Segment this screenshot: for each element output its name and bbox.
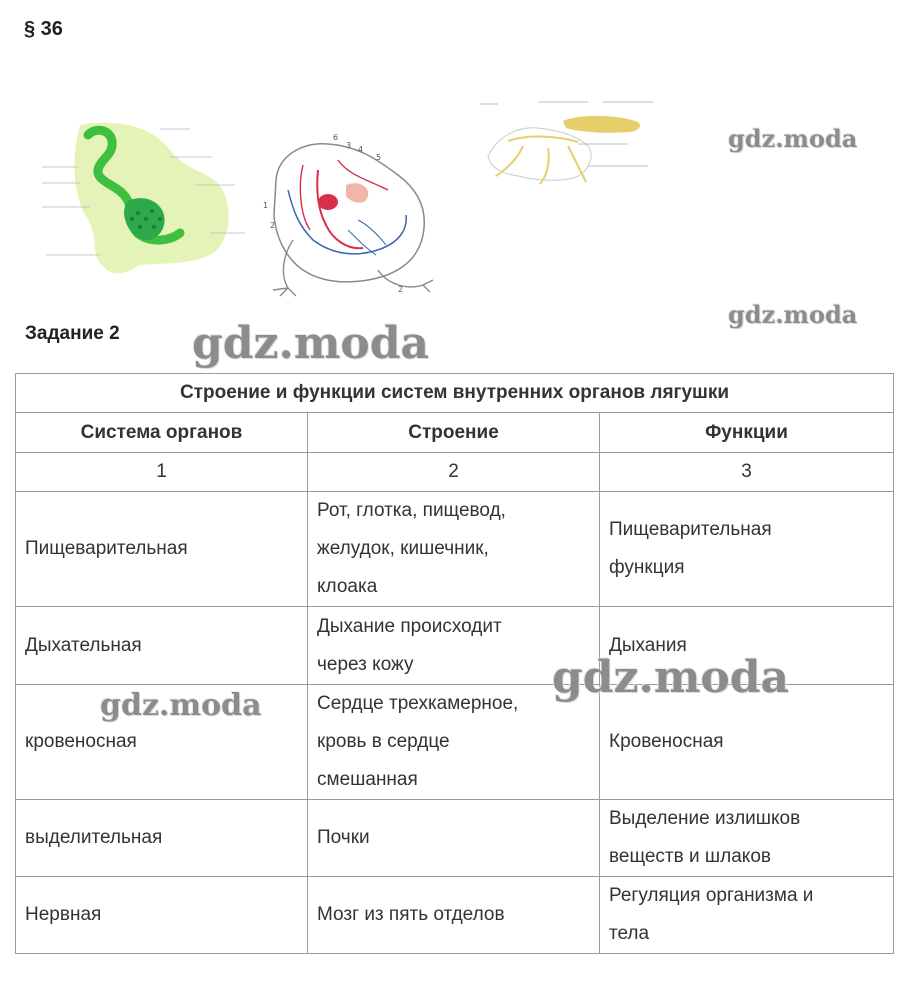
structure-cell <box>308 492 600 607</box>
svg-text:1: 1 <box>263 201 269 210</box>
svg-text:2: 2 <box>398 285 404 294</box>
watermark: gdz.moda <box>552 652 790 703</box>
nervous-system-illustration <box>478 96 658 196</box>
table-row <box>16 685 894 800</box>
watermark: gdz.moda <box>728 124 858 153</box>
table-row <box>16 877 894 954</box>
digestive-system-illustration <box>40 115 255 290</box>
column-number: 3 <box>600 453 894 492</box>
header-structure: Строение <box>308 413 600 453</box>
svg-text:3: 3 <box>346 141 352 150</box>
column-number: 2 <box>308 453 600 492</box>
structure-line: через кожу <box>317 653 414 675</box>
structure-line: Рот, глотка, пищевод, <box>317 500 506 521</box>
watermark: gdz.moda <box>192 318 430 369</box>
function-cell <box>600 800 894 877</box>
table-row <box>16 800 894 877</box>
function-cell <box>600 877 894 954</box>
structure-cell <box>308 607 600 685</box>
system-cell: Нервная <box>16 877 308 954</box>
system-cell: Пищеварительная <box>16 492 308 607</box>
system-cell: выделительная <box>16 800 308 877</box>
svg-text:2: 2 <box>270 221 276 230</box>
function-cell <box>600 685 894 800</box>
watermark: gdz.moda <box>728 300 858 329</box>
section-title: § 36 <box>24 18 63 40</box>
watermark: gdz.moda <box>100 688 262 723</box>
table-row <box>16 607 894 685</box>
function-cell <box>600 607 894 685</box>
system-cell: кровеносная <box>16 685 308 800</box>
column-number: 1 <box>16 453 308 492</box>
structure-line: кровь в сердце <box>317 731 450 752</box>
structure-line: Почки <box>317 827 370 848</box>
structure-cell <box>308 877 600 954</box>
structure-line: Дыхание происходит <box>317 615 502 637</box>
frog-organ-systems-table <box>15 373 894 954</box>
structure-line: Сердце трехкамерное, <box>317 693 519 714</box>
svg-text:5: 5 <box>376 153 382 162</box>
function-line: Кровеносная <box>609 731 724 752</box>
header-functions: Функции <box>600 413 894 453</box>
table-title: Строение и функции систем внутренних органов лягушки <box>16 374 894 413</box>
function-line: Дыхания <box>609 634 687 656</box>
system-cell: Дыхательная <box>16 607 308 685</box>
function-line: веществ и шлаков <box>609 846 771 867</box>
structure-cell <box>308 685 600 800</box>
header-system: Система органов <box>16 413 308 453</box>
svg-text:6: 6 <box>333 133 339 142</box>
structure-cell <box>308 800 600 877</box>
structure-line: желудок, кишечник, <box>317 538 489 559</box>
function-cell <box>600 492 894 607</box>
task-title: Задание 2 <box>25 323 120 344</box>
structure-line: клоака <box>317 576 378 597</box>
structure-line: смешанная <box>317 769 418 790</box>
structure-line: Мозг из пять отделов <box>317 904 505 925</box>
function-line: Пищеварительная <box>609 519 772 540</box>
function-line: Выделение излишков <box>609 808 801 829</box>
function-line: Регуляция организма и <box>609 885 814 906</box>
table-row <box>16 492 894 607</box>
circulatory-system-illustration <box>258 130 438 300</box>
function-line: тела <box>609 923 650 944</box>
svg-text:4: 4 <box>358 145 364 154</box>
function-line: функция <box>609 557 685 578</box>
